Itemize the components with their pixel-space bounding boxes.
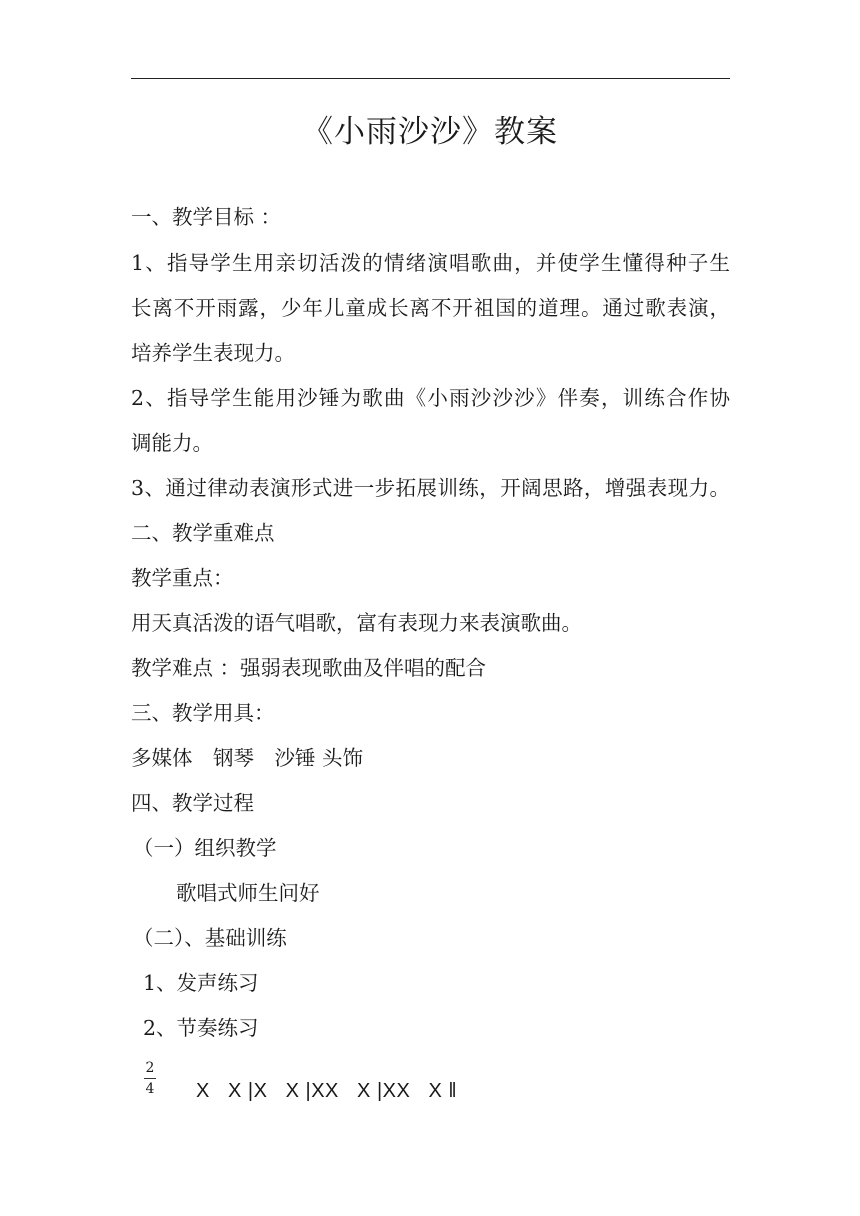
goal-1-line-1: 1、指导学生用亲切活泼的情绪演唱歌曲，并使学生懂得种子生 xyxy=(131,251,730,275)
time-signature-bar xyxy=(144,1078,156,1079)
step-1-detail: 歌唱式师生问好 xyxy=(176,881,320,905)
time-signature-bottom: 4 xyxy=(145,1081,155,1097)
process-heading: 四、教学过程 xyxy=(131,791,254,815)
time-signature-top: 2 xyxy=(145,1060,155,1076)
goal-3: 3、通过律动表演形式进一步拓展训练，开阔思路，增强表现力。 xyxy=(131,476,730,500)
rhythm-notation: X X |X X |XX X |XX X ‖ xyxy=(196,1080,458,1102)
tools-heading: 三、教学用具： xyxy=(131,701,275,725)
goal-1-line-3: 培养学生表现力。 xyxy=(131,341,295,365)
step-2-item-1: 1、发声练习 xyxy=(143,971,259,995)
time-signature xyxy=(143,1060,157,1097)
step-2-item-2: 2、节奏练习 xyxy=(143,1016,259,1040)
tools-list: 多媒体 钢琴 沙锤 头饰 xyxy=(131,746,364,770)
step-2-heading: （二）、基础训练 xyxy=(133,926,287,950)
key-point-label: 教学重点： xyxy=(131,566,234,590)
goals-heading: 一、教学目标 ： xyxy=(131,205,282,229)
document-title: 《小雨沙沙》教案 xyxy=(302,114,558,150)
goal-1-line-2: 长离不开雨露，少年儿童成长离不开祖国的道理。通过歌表演， xyxy=(131,296,730,320)
key-point-text: 用天真活泼的语气唱歌，富有表现力来表演歌曲。 xyxy=(131,611,582,635)
difficulty-text: 教学难点 ：强弱表现歌曲及伴唱的配合 xyxy=(131,656,487,680)
key-points-heading: 二、教学重难点 xyxy=(131,521,275,545)
header-rule xyxy=(131,78,730,79)
goal-2-line-1: 2、指导学生能用沙锤为歌曲《小雨沙沙沙》伴奏，训练合作协 xyxy=(131,386,730,410)
step-1-heading: （一）组织教学 xyxy=(133,836,277,860)
goal-2-line-2: 调能力。 xyxy=(131,431,213,455)
